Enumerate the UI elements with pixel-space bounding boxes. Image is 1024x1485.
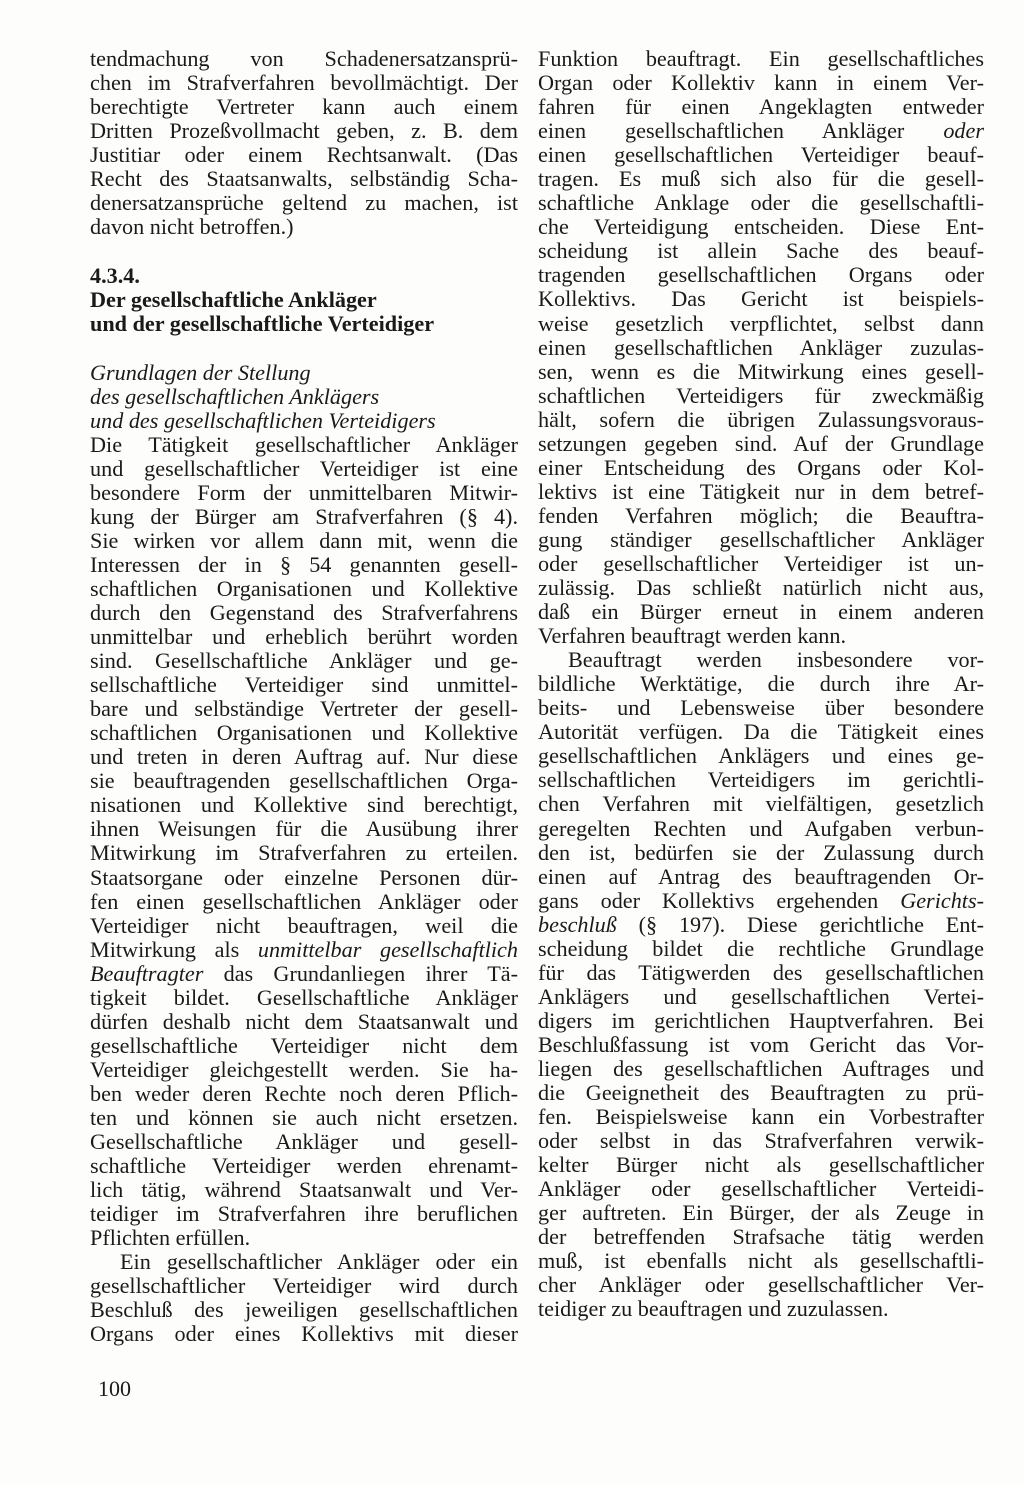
text-line: schaftliche Verteidiger werden ehrenamt- bbox=[90, 1154, 518, 1179]
text-line: einen gesellschaftlichen Ankläger zuzulas- bbox=[538, 335, 984, 360]
text-line: Autorität verfügen. Da die Tätigkeit eines bbox=[538, 720, 984, 745]
text-line: bare und selbständige Vertreter der gesell- bbox=[90, 697, 518, 722]
text-line: Recht des Staatsanwalts, selbständig Scha- bbox=[90, 167, 518, 192]
text-line: davon nicht betroffen.) bbox=[90, 215, 294, 240]
text-line: oder selbst in das Strafverfahren verwik- bbox=[538, 1129, 984, 1154]
paragraph-continuation bbox=[538, 47, 984, 648]
text-line: geregelten Rechten und Aufgaben verbun- bbox=[538, 816, 984, 841]
text-line: dürfen deshalb nicht dem Staatsanwalt und bbox=[90, 1009, 518, 1034]
text-line: digers im gerichtlichen Hauptverfahren. Bei bbox=[538, 1008, 984, 1033]
text-line: scheidung bildet die rechtliche Grundlage bbox=[538, 936, 984, 961]
text-run: das Grundanliegen ihrer Tä- bbox=[203, 961, 518, 986]
section-title-line: Der gesellschaftliche Ankläger bbox=[90, 288, 377, 313]
text-line: weise gesetzlich verpflichtet, selbst dann bbox=[538, 311, 984, 336]
text-line: Ein gesellschaftlicher Ankläger oder ein bbox=[120, 1250, 518, 1275]
text-line: besondere Form der unmittelbaren Mitwir- bbox=[90, 480, 518, 505]
text-run: einen gesellschaftlichen Ankläger bbox=[538, 119, 944, 144]
emphasis-text: Gerichts- bbox=[900, 888, 984, 913]
text-line: die Geeignetheit des Beauftragten zu prü- bbox=[538, 1081, 984, 1106]
left-column bbox=[90, 47, 518, 1346]
text-line bbox=[90, 938, 518, 962]
text-line: schaftliche Anklage oder die gesellschaftli- bbox=[538, 191, 984, 216]
text-line: gesellschaftlichen Anklägers und eines ge- bbox=[538, 744, 984, 769]
text-line: schaftlichen Organisationen und Kollektive bbox=[90, 576, 518, 601]
text-line: setzungen gegeben sind. Auf der Grundlage bbox=[538, 431, 984, 456]
text-line: oder gesellschaftlicher Verteidiger ist un- bbox=[538, 551, 984, 576]
text-line: ben weder deren Rechte noch deren Pflich- bbox=[90, 1081, 518, 1106]
text-line: und gesellschaftlicher Verteidiger ist eine bbox=[90, 456, 518, 481]
text-run: Mitwirkung als bbox=[90, 937, 258, 962]
text-line: fenden Verfahren möglich; die Beauftra- bbox=[538, 503, 984, 528]
text-line: kelter Bürger nicht als gesellschaftlicher bbox=[538, 1153, 984, 1178]
emphasis-text: oder bbox=[943, 119, 984, 144]
text-line: Mitwirkung im Strafverfahren zu erteilen. bbox=[90, 841, 518, 866]
text-line: tragenden gesellschaftlichen Organs oder bbox=[538, 263, 984, 288]
text-line: teidiger im Strafverfahren ihre beruflichen bbox=[90, 1202, 518, 1227]
text-line: Verteidiger nicht beauftragen, weil die bbox=[90, 913, 518, 938]
text-line: tigkeit bildet. Gesellschaftliche Ankläger bbox=[90, 985, 518, 1010]
text-line: muß, ist ebenfalls nicht als gesellschaftli- bbox=[538, 1249, 984, 1274]
text-line: gesellschaftliche Verteidiger nicht dem bbox=[90, 1033, 518, 1058]
text-line: scheidung ist allein Sache des beauf- bbox=[538, 239, 984, 264]
subheading-line: des gesellschaftlichen Anklägers bbox=[90, 384, 380, 409]
text-line: Funktion beauftragt. Ein gesellschaftliches bbox=[538, 47, 984, 71]
text-line: unmittelbar und erheblich berührt worden bbox=[90, 625, 518, 650]
text-line: durch den Gegenstand des Strafverfahrens bbox=[90, 600, 518, 625]
paragraph bbox=[90, 1250, 518, 1346]
text-line: sie beauftragenden gesellschaftlichen Orga- bbox=[90, 769, 518, 794]
paragraph bbox=[538, 648, 984, 1321]
text-line: hält, sofern die übrigen Zulassungsvoraus- bbox=[538, 407, 984, 432]
right-column bbox=[538, 47, 984, 1321]
text-line: sen, wenn es die Mitwirkung eines gesell- bbox=[538, 359, 984, 384]
text-line: tragen. Es muß sich also für die gesell- bbox=[538, 167, 984, 192]
text-line: bildliche Werktätige, die durch ihre Ar- bbox=[538, 672, 984, 697]
text-line: Verfahren beauftragt werden kann. bbox=[538, 624, 847, 649]
section-title-line: und der gesellschaftliche Verteidiger bbox=[90, 312, 435, 337]
text-run: (§ 197). Diese gerichtliche Ent- bbox=[616, 912, 984, 937]
text-line: Pflichten erfüllen. bbox=[90, 1226, 251, 1251]
emphasis-text: unmittelbar gesellschaftlich bbox=[257, 937, 518, 962]
text-line: tendmachung von Schadenersatzansprü- bbox=[90, 47, 518, 71]
text-line: Organ oder Kollektiv kann in einem Ver- bbox=[538, 71, 984, 96]
section-title bbox=[90, 288, 518, 336]
text-line: lich tätig, während Staatsanwalt und Ver- bbox=[90, 1178, 518, 1203]
text-line: Beauftragt werden insbesondere vor- bbox=[568, 648, 984, 673]
text-line: schaftlichen Organisationen und Kollektive bbox=[90, 721, 518, 746]
text-line: fahren für einen Angeklagten entweder bbox=[538, 95, 984, 120]
text-line: nisationen und Kollektive sind berechtigt, bbox=[90, 793, 518, 818]
text-line: fen. Beispielsweise kann ein Vorbestrafter bbox=[538, 1105, 984, 1130]
text-line: teidiger zu beauftragen und zuzulassen. bbox=[538, 1297, 889, 1322]
text-line: sellschaftliche Verteidiger sind unmittel- bbox=[90, 673, 518, 698]
text-line: liegen des gesellschaftlichen Auftrages und bbox=[538, 1056, 984, 1081]
text-line: gesellschaftlicher Verteidiger wird durch bbox=[90, 1274, 518, 1299]
subheading bbox=[90, 361, 518, 433]
text-line: fen einen gesellschaftlichen Ankläger oder bbox=[90, 889, 518, 914]
emphasis-text: Beauftragter bbox=[90, 961, 204, 986]
text-line: ihnen Weisungen für die Ausübung ihrer bbox=[90, 817, 518, 842]
text-line: Staatsorgane oder einzelne Personen dür- bbox=[90, 865, 518, 890]
text-line: und treten in deren Auftrag auf. Nur diese bbox=[90, 745, 518, 770]
text-line bbox=[538, 913, 984, 937]
text-line: sellschaftlichen Verteidigers im gerichtli- bbox=[538, 768, 984, 793]
text-line: Gesellschaftliche Ankläger und gesell- bbox=[90, 1130, 518, 1155]
text-run: gans oder Kollektivs ergehenden bbox=[538, 888, 901, 913]
text-line: einen auf Antrag des beauftragenden Or- bbox=[538, 864, 984, 889]
text-line: einer Entscheidung des Organs oder Kol- bbox=[538, 455, 984, 480]
text-line: Beschlußfassung ist vom Gericht das Vor- bbox=[538, 1032, 984, 1057]
text-line: sind. Gesellschaftliche Ankläger und ge- bbox=[90, 649, 518, 674]
text-line: Beschluß des jeweiligen gesellschaftlichen bbox=[90, 1298, 518, 1323]
text-line bbox=[538, 119, 984, 143]
text-line: einen gesellschaftlichen Verteidiger beauf- bbox=[538, 143, 984, 168]
subheading-line: Grundlagen der Stellung bbox=[90, 360, 311, 385]
paragraph bbox=[90, 433, 518, 1251]
text-line: beits- und Lebensweise über besondere bbox=[538, 696, 984, 721]
text-line: den ist, bedürfen sie der Zulassung durch bbox=[538, 840, 984, 865]
text-line: Dritten Prozeßvollmacht geben, z. B. dem bbox=[90, 119, 518, 144]
text-line: Verteidiger gleichgestellt werden. Sie ha- bbox=[90, 1057, 518, 1082]
text-line: daß ein Bürger erneut in einem anderen bbox=[538, 600, 984, 625]
text-line: zulässig. Das schließt natürlich nicht aus, bbox=[538, 576, 984, 601]
text-line: chen Verfahren mit vielfältigen, gesetzlich bbox=[538, 792, 984, 817]
text-line: lektivs ist eine Tätigkeit nur in dem betref- bbox=[538, 479, 984, 504]
text-line: denersatzansprüche geltend zu machen, ist bbox=[90, 191, 518, 216]
text-line: chen im Strafverfahren bevollmächtigt. Der bbox=[90, 71, 518, 96]
subheading-line: und des gesellschaftlichen Verteidigers bbox=[90, 408, 436, 433]
text-line: Justitiar oder einem Rechtsanwalt. (Das bbox=[90, 143, 518, 168]
text-line: schaftlichen Verteidigers für zweckmäßig bbox=[538, 383, 984, 408]
text-line: Kollektivs. Das Gericht ist beispiels- bbox=[538, 287, 984, 312]
text-line: ger auftreten. Ein Bürger, der als Zeuge in bbox=[538, 1201, 984, 1226]
text-line: Anklägers und gesellschaftlichen Vertei- bbox=[538, 984, 984, 1009]
emphasis-text: beschluß bbox=[538, 912, 617, 937]
text-line bbox=[538, 889, 984, 913]
text-line: Die Tätigkeit gesellschaftlicher Ankläger bbox=[90, 432, 518, 457]
text-line: für das Tätigwerden des gesellschaftlichen bbox=[538, 960, 984, 985]
text-line: Organs oder eines Kollektivs mit dieser bbox=[90, 1322, 518, 1347]
section-number: 4.3.4. bbox=[90, 263, 140, 289]
text-line: Ankläger oder gesellschaftlicher Verteidi- bbox=[538, 1177, 984, 1202]
text-line: ten und können sie auch nicht ersetzen. bbox=[90, 1105, 518, 1130]
text-line: berechtigte Vertreter kann auch einem bbox=[90, 95, 518, 120]
text-line: gung ständiger gesellschaftlicher Ankläger bbox=[538, 527, 984, 552]
text-line: Sie wirken vor allem dann mit, wenn die bbox=[90, 528, 518, 553]
text-line: che Verteidigung entscheiden. Diese Ent- bbox=[538, 215, 984, 240]
text-line: kung der Bürger am Strafverfahren (§ 4). bbox=[90, 504, 518, 529]
text-line: der betreffenden Strafsache tätig werden bbox=[538, 1225, 984, 1250]
paragraph-continuation bbox=[90, 47, 518, 239]
text-line bbox=[90, 962, 518, 986]
page-number: 100 bbox=[98, 1376, 131, 1401]
text-line: cher Ankläger oder gesellschaftlicher Ver- bbox=[538, 1273, 984, 1298]
text-line: Interessen der in § 54 genannten gesell- bbox=[90, 552, 518, 577]
